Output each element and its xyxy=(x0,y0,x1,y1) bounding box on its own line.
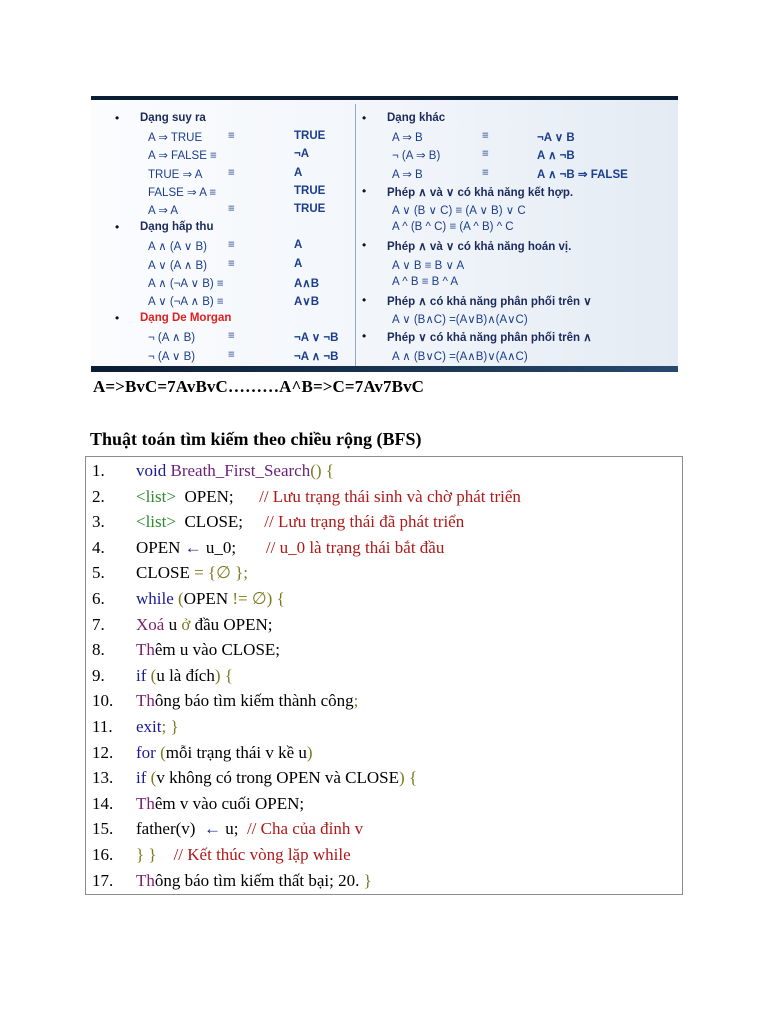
code-token: ; xyxy=(353,691,359,711)
slide-expression: TRUE ⇒ A xyxy=(148,168,203,181)
code-line xyxy=(86,871,682,896)
code-token: } } xyxy=(136,845,157,864)
code-token: êm u vào CLOSE; xyxy=(154,640,281,660)
code-token: u xyxy=(164,614,182,634)
slide-heading: Dạng hấp thu xyxy=(140,221,214,234)
code-token: u là đích xyxy=(156,665,215,685)
slide-heading: Phép ∨ có khả năng phân phối trên ∧ xyxy=(387,332,592,345)
line-number: 6. xyxy=(92,589,105,608)
code-line xyxy=(86,717,682,742)
code-token: ; } xyxy=(161,717,179,736)
code-line xyxy=(86,666,682,691)
slide-result: A xyxy=(294,166,303,179)
line-number: 14. xyxy=(92,793,114,813)
slide-expression: ¬ (A ∧ B) xyxy=(148,332,196,345)
slide-expression: ¬ (A ⇒ B) xyxy=(392,150,441,163)
line-number: 3. xyxy=(92,512,105,532)
slide-result: A ∧ ¬B xyxy=(537,150,575,163)
code-token: exit xyxy=(136,717,162,736)
line-number: 12. xyxy=(92,742,114,762)
code-token: ( xyxy=(160,742,166,762)
code-token: ← xyxy=(203,819,221,839)
slide-expression: A ∧ (A ∨ B) xyxy=(148,241,208,254)
code-text xyxy=(136,743,313,763)
code-token: != ∅) { xyxy=(232,589,285,608)
code-token: u_0; xyxy=(201,537,266,557)
code-text xyxy=(136,871,372,891)
code-token: // Lưu trạng thái đã phát triển xyxy=(264,512,465,532)
code-line xyxy=(86,794,682,819)
slide-bullet: • xyxy=(362,329,367,344)
slide-equiv-sign: ≡ xyxy=(228,203,235,215)
code-token: OPEN xyxy=(136,537,185,557)
code-token: ( xyxy=(178,589,184,608)
code-line xyxy=(86,819,682,844)
slide-image xyxy=(91,96,678,372)
code-text xyxy=(136,461,334,481)
line-number: 1. xyxy=(92,461,105,480)
slide-divider xyxy=(355,104,356,372)
code-line xyxy=(86,691,682,716)
code-token: CLOSE; xyxy=(175,512,265,532)
slide-bullet: • xyxy=(115,311,120,326)
slide-result: A∨B xyxy=(294,296,320,308)
code-text xyxy=(136,717,179,737)
code-line xyxy=(86,615,682,640)
slide-expression: A ∨ (B∧C) =(A∨B)∧(A∨C) xyxy=(392,314,528,327)
slide-expression: ¬ (A ∨ B) xyxy=(148,350,196,363)
code-line xyxy=(86,768,682,793)
code-token: ← xyxy=(184,537,202,557)
slide-expression: A ∧ (B∨C) =(A∧B)∨(A∧C) xyxy=(392,350,528,363)
slide-expression: A ∨ (¬A ∧ B) ≡ xyxy=(148,296,224,308)
code-token: // Lưu trạng thái sinh và chờ phát triển xyxy=(259,486,521,506)
code-token: father(v) xyxy=(136,819,204,839)
slide-bullet: • xyxy=(362,111,367,125)
slide-result: TRUE xyxy=(294,184,326,197)
code-block xyxy=(85,456,683,895)
slide-expression: A ∧ (¬A ∨ B) ≡ xyxy=(148,277,224,290)
code-token: ) xyxy=(306,742,313,762)
line-number: 8. xyxy=(92,640,105,660)
code-token: if xyxy=(136,665,151,685)
slide-equiv-sign: ≡ xyxy=(228,257,235,270)
code-token: OPEN; xyxy=(175,486,260,506)
code-token: u; xyxy=(220,819,247,839)
code-text xyxy=(136,563,248,583)
code-text xyxy=(136,589,285,609)
code-line xyxy=(86,538,682,563)
line-number: 4. xyxy=(92,537,105,557)
code-token: Th xyxy=(136,691,155,711)
slide-expression: A ⇒ FALSE ≡ xyxy=(148,150,217,163)
code-line xyxy=(86,743,682,768)
slide-heading: Dạng suy ra xyxy=(140,112,206,124)
slide-equiv-sign: ≡ xyxy=(482,166,489,179)
slide-bullet: • xyxy=(362,293,367,307)
code-token xyxy=(157,845,174,864)
slide-expression: A ⇒ B xyxy=(392,132,423,145)
line-number: 2. xyxy=(92,486,105,506)
slide-heading: Dạng De Morgan xyxy=(140,312,232,325)
code-token: if xyxy=(136,768,151,788)
slide-result: ¬A ∨ ¬B xyxy=(294,332,339,345)
slide-result: A xyxy=(294,257,303,270)
code-text xyxy=(136,691,358,711)
slide-equiv-sign: ≡ xyxy=(482,130,489,143)
slide-result: ¬A xyxy=(294,148,310,161)
code-token: } xyxy=(363,870,372,890)
code-token: for xyxy=(136,742,161,762)
code-text xyxy=(136,768,417,788)
slide-expression: A ⇒ TRUE xyxy=(148,132,203,145)
section-title: Thuật toán tìm kiếm theo chiều rộng (BFS) xyxy=(90,429,422,449)
code-token: CLOSE xyxy=(136,563,195,583)
code-token: mỗi trạng thái v kề u xyxy=(165,742,307,762)
code-line xyxy=(86,512,682,537)
logic-formula: A=>BvC=7AvBvC………A^B=>C=7Av7BvC xyxy=(93,377,425,396)
slide-result: A ∧ ¬B ⇒ FALSE xyxy=(537,168,628,181)
slide-equiv-sign: ≡ xyxy=(228,130,235,143)
line-number: 15. xyxy=(92,819,114,839)
code-token: ) { xyxy=(214,665,233,685)
slide-result: ¬A ∨ B xyxy=(537,132,575,145)
slide-expression: A ⇒ A xyxy=(148,205,179,217)
line-number: 16. xyxy=(92,845,114,864)
code-token: Breath_First_Search xyxy=(170,461,311,480)
line-number: 9. xyxy=(92,665,105,685)
code-token: êm v vào cuối OPEN; xyxy=(154,793,305,813)
code-token: Th xyxy=(136,640,155,660)
slide-expression: A ⇒ B xyxy=(392,168,423,181)
code-text xyxy=(136,845,351,865)
slide-result: A∧B xyxy=(294,277,320,290)
slide-heading: Phép ∧ và ∨ có khả năng kết hợp. xyxy=(387,186,574,199)
slide-expression: A ∨ (A ∧ B) xyxy=(148,259,208,272)
slide-expression: A ∨ (B ∨ C) ≡ (A ∨ B) ∨ C xyxy=(392,205,526,217)
code-line xyxy=(86,640,682,665)
slide-expression: FALSE ⇒ A ≡ xyxy=(148,186,217,199)
code-text xyxy=(136,666,233,686)
line-number: 13. xyxy=(92,768,114,788)
slide-bullet: • xyxy=(362,238,367,253)
code-token: // u_0 là trạng thái bắt đầu xyxy=(265,537,445,557)
code-token: ông báo tìm kiếm thành công xyxy=(154,691,354,711)
code-line xyxy=(86,487,682,512)
code-token: // Cha của đỉnh v xyxy=(246,819,364,839)
slide-bullet: • xyxy=(115,111,120,125)
line-number: 7. xyxy=(92,614,105,634)
code-token: while xyxy=(136,589,179,608)
line-number: 11. xyxy=(92,717,113,736)
code-token: ( xyxy=(150,665,157,685)
code-token: <list> xyxy=(136,512,176,532)
slide-bottom-bar xyxy=(91,366,678,372)
code-line xyxy=(86,461,682,486)
slide-result: TRUE xyxy=(294,203,326,215)
code-token: ông báo tìm kiếm thất bại; 20. xyxy=(154,870,364,890)
slide-expression: A ∨ B ≡ B ∨ A xyxy=(392,259,465,272)
slide-heading: Phép ∧ có khả năng phân phối trên ∨ xyxy=(387,296,592,308)
slide-equiv-sign: ≡ xyxy=(228,348,235,361)
code-token: Th xyxy=(136,793,155,813)
code-line xyxy=(86,589,682,614)
slide-equiv-sign: ≡ xyxy=(228,330,235,343)
code-text xyxy=(136,538,444,558)
code-text xyxy=(136,615,273,635)
line-number: 17. xyxy=(92,870,114,890)
slide-expression: A ^ (B ^ C) ≡ (A ^ B) ^ C xyxy=(392,221,514,234)
slide-bullet: • xyxy=(115,220,120,235)
slide-heading: Dạng khác xyxy=(387,112,446,124)
code-token: () { xyxy=(310,461,334,480)
code-token: ) { xyxy=(399,768,418,788)
code-token: ( xyxy=(150,768,157,788)
code-token: v không có trong OPEN và CLOSE xyxy=(156,768,400,788)
code-text xyxy=(136,640,280,660)
slide-equiv-sign: ≡ xyxy=(228,239,235,252)
code-token: đầu OPEN; xyxy=(190,614,273,634)
code-token: Xoá xyxy=(136,614,165,634)
line-number: 10. xyxy=(92,691,114,711)
slide-equiv-sign: ≡ xyxy=(482,148,489,161)
code-token: // Kết thúc vòng lặp while xyxy=(173,845,351,864)
code-text xyxy=(136,512,464,532)
slide-result: ¬A ∧ ¬B xyxy=(294,350,339,363)
code-token: OPEN xyxy=(183,589,233,608)
code-text xyxy=(136,794,304,814)
code-token: void xyxy=(136,461,171,480)
slide-expression: A ^ B ≡ B ^ A xyxy=(392,275,459,288)
code-token: <list> xyxy=(136,486,176,506)
slide-heading: Phép ∧ và ∨ có khả năng hoán vị. xyxy=(387,241,572,254)
code-text xyxy=(136,819,363,839)
code-text xyxy=(136,487,521,507)
slide-equiv-sign: ≡ xyxy=(228,166,235,179)
slide-result: TRUE xyxy=(294,130,326,143)
code-token: = {∅ }; xyxy=(194,563,249,583)
code-token: Th xyxy=(136,870,155,890)
code-token: ở xyxy=(181,614,191,634)
line-number: 5. xyxy=(92,563,105,583)
slide-bullet: • xyxy=(362,183,367,198)
code-line xyxy=(86,845,682,870)
code-line xyxy=(86,563,682,588)
slide-result: A xyxy=(294,239,303,252)
